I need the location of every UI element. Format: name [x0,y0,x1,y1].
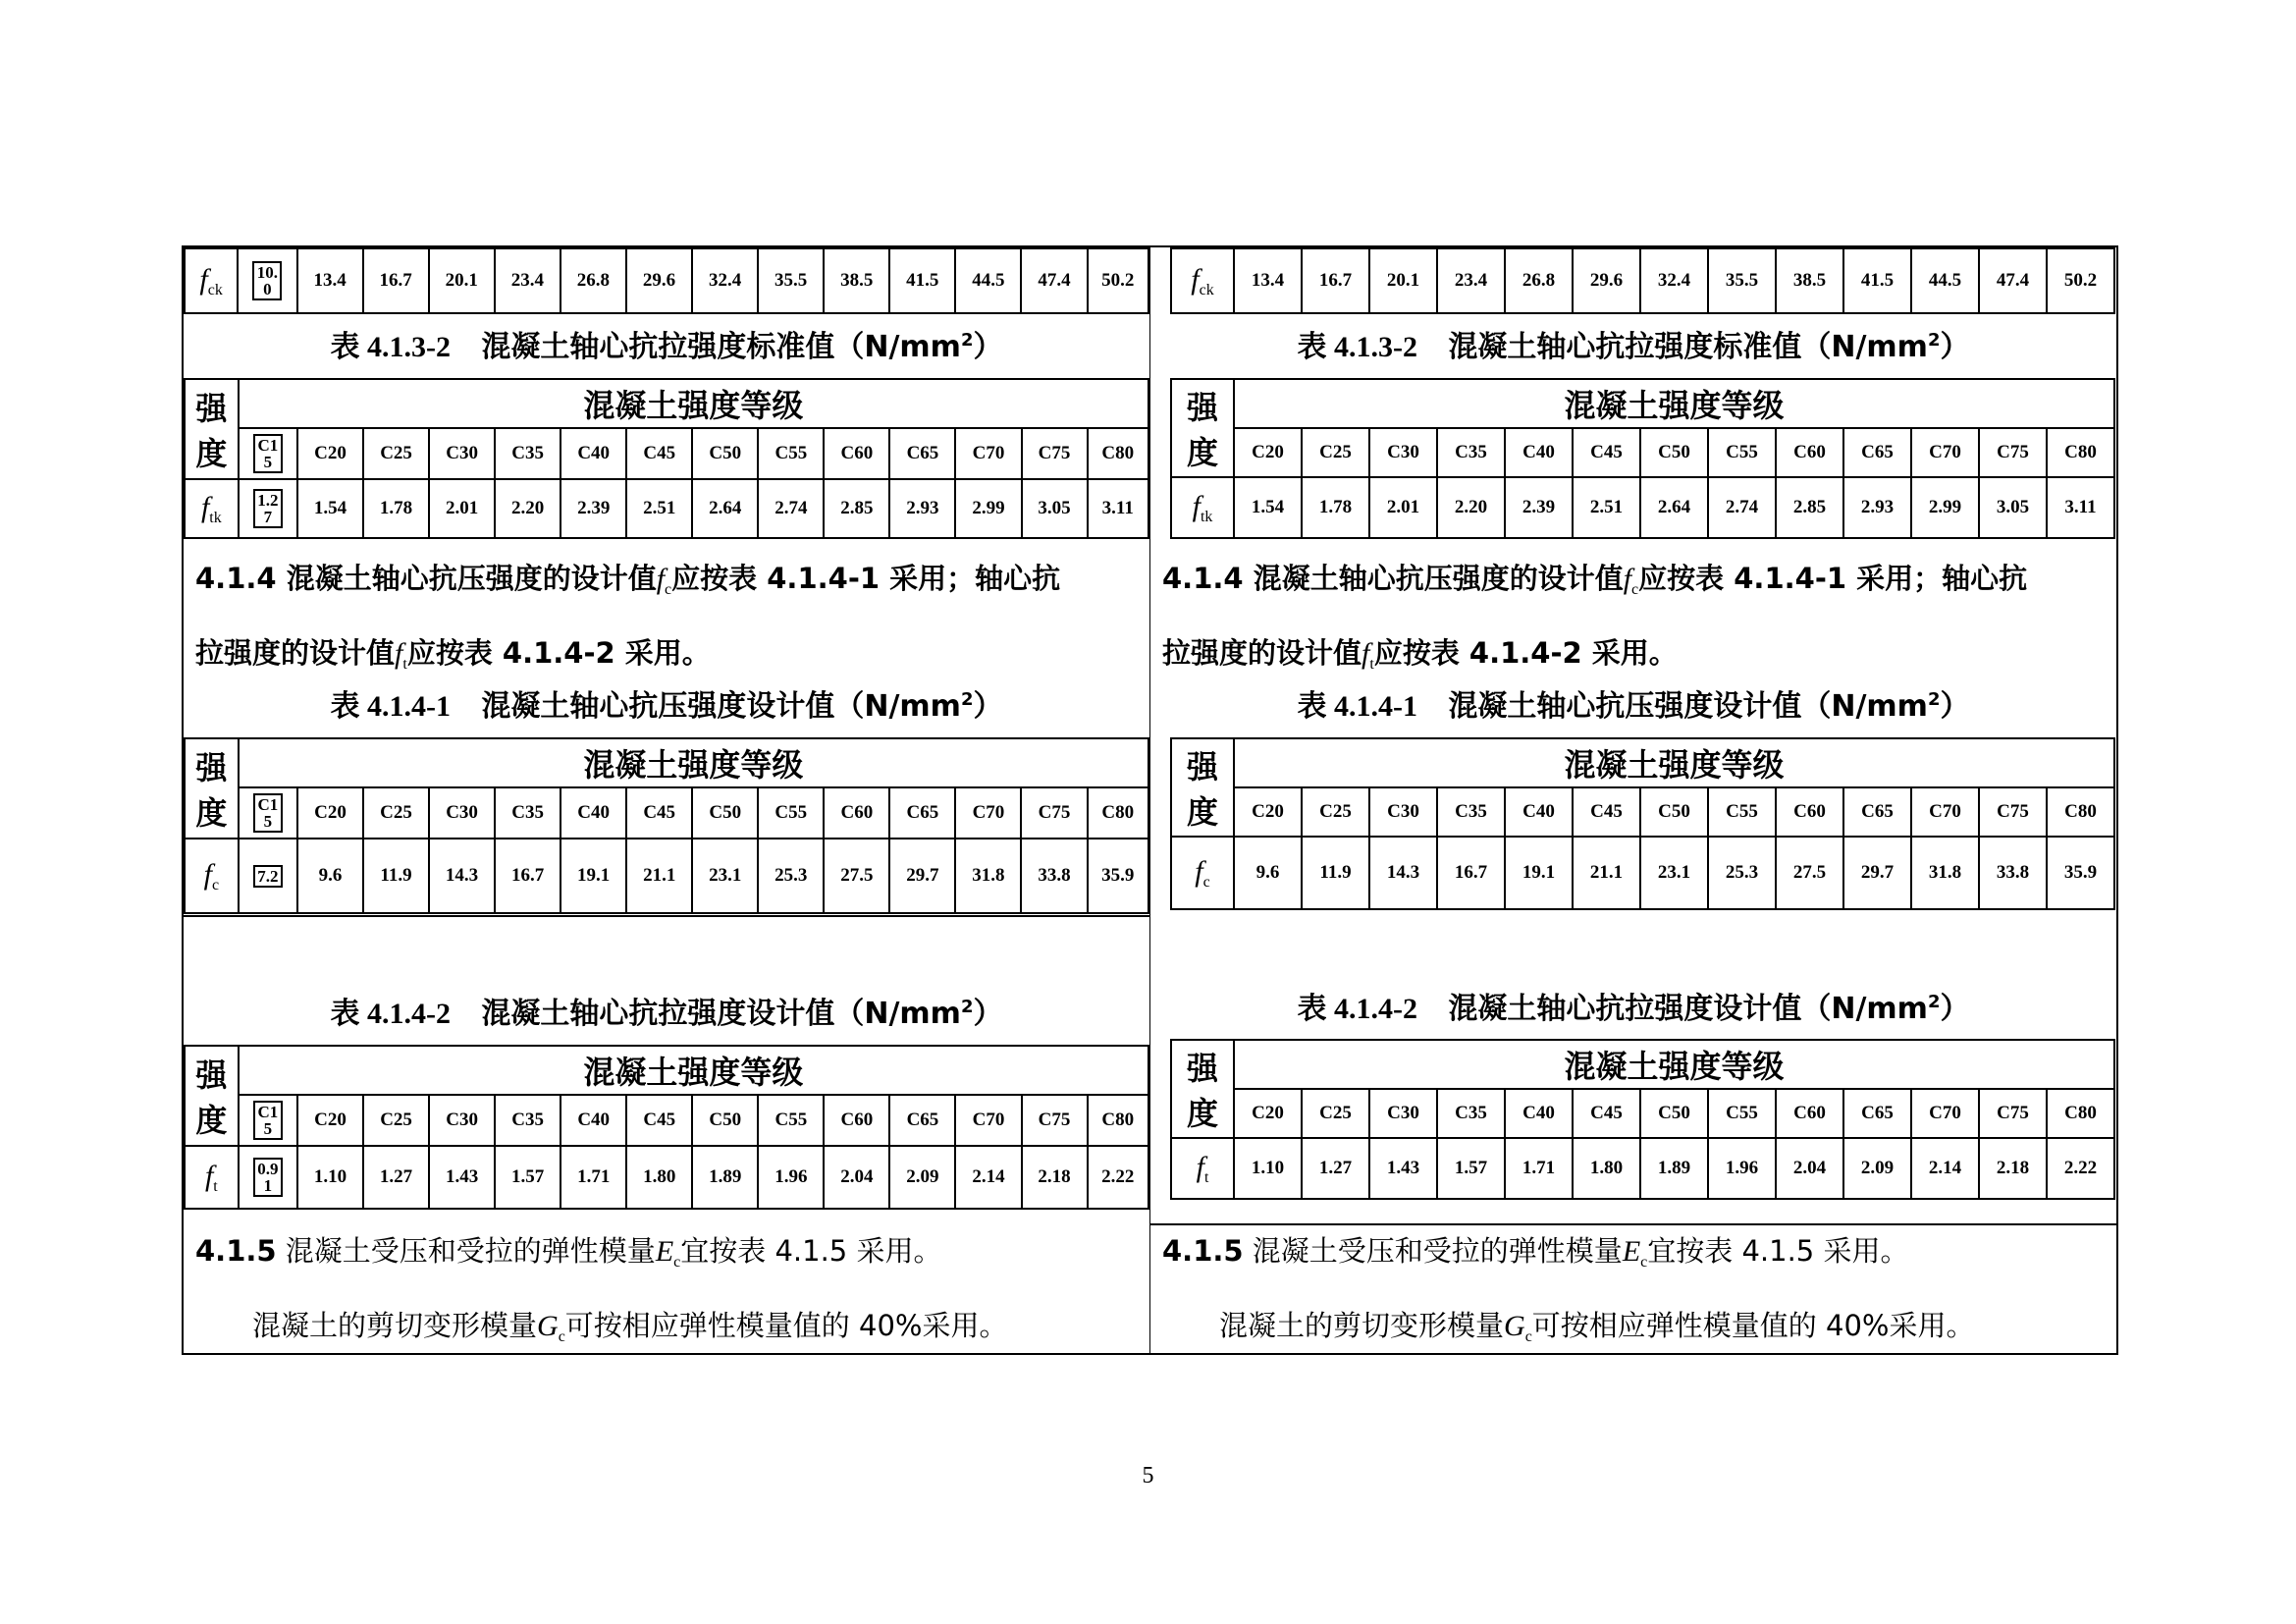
grade-header: C35 [1437,428,1505,477]
ft-value: 1.96 [1708,1138,1776,1199]
table-4-1-4-1-left [184,737,1149,914]
ft-value: 1.71 [561,1146,626,1209]
grade-header: C30 [1369,1089,1437,1138]
grade-header: C30 [429,1095,495,1146]
group-header: 混凝土强度等级 [1234,738,2114,787]
fc-symbol: $f_c$ [185,839,239,913]
ft-value: 2.22 [2047,1138,2114,1199]
grade-header: C45 [1573,787,1640,837]
ftk-value: 2.64 [1640,477,1708,538]
fck-value: 13.4 [1234,248,1302,313]
table-title-4-1-3-2: 表 4.1.3-2 混凝土轴心抗拉强度标准值$(N/mm^2)$ [330,330,1003,364]
fc-value: 19.1 [1505,837,1573,909]
grade-header: C80 [1088,428,1148,479]
grade-header: C50 [1640,1089,1708,1138]
ftk-symbol: $f_{tk}$ [1171,477,1234,538]
grade-header: C40 [561,428,626,479]
left-column [182,245,1150,1355]
para-4-1-4: 4.1.4 混凝土轴心抗压强度的设计值$f_c$应按表 4.1.4-1 采用；轴心抗 拉强度的设计值$f_t$应按表 4.1.4-2 采用。 [1162,562,2028,673]
fc-value: 23.1 [692,839,758,913]
grade-header: C30 [429,428,495,479]
table-title-4-1-4-1: 表 4.1.4-1 混凝土轴心抗压强度设计值$(N/mm^2)$ [1297,689,1970,724]
fck-value: 20.1 [429,248,495,313]
table-4-1-3-2-right [1170,378,2115,539]
ft-value: 2.22 [1088,1146,1148,1209]
ftk-value: 3.05 [1979,477,2047,538]
ft-value: 1.27 [363,1146,429,1209]
ft-value: 1.43 [429,1146,495,1209]
page-number: 5 [1142,1463,1154,1489]
ftk-value: 1.54 [297,479,363,538]
ftk-value: 2.39 [561,479,626,538]
grade-header: C45 [626,787,692,839]
grade-header: C35 [1437,1089,1505,1138]
grade-header: C45 [1573,1089,1640,1138]
fc-value: 29.7 [889,839,955,913]
grade-header: C35 [1437,787,1505,837]
fc-value: 27.5 [824,839,889,913]
fc-value: 33.8 [1021,839,1087,913]
grade-header: C75 [1979,428,2047,477]
grade-header: C80 [2047,787,2114,837]
grade-header: C60 [1776,787,1843,837]
ft-value: 2.14 [955,1146,1021,1209]
fck-value: 38.5 [824,248,889,313]
ft-value: 1.89 [692,1146,758,1209]
ftk-value: 2.64 [692,479,758,538]
fc-value: 16.7 [1437,837,1505,909]
table-4-1-4-2-right [1170,1039,2115,1200]
grade-header: C35 [495,428,561,479]
grade-header: C60 [824,1095,889,1146]
ft-symbol: $f_t$ [1171,1138,1234,1199]
ftk-value: 2.39 [1505,477,1573,538]
table-4-1-4-1-right [1170,737,2115,910]
fck-value: 23.4 [1437,248,1505,313]
fck-value: 50.2 [1088,248,1149,313]
ft-value: 1.57 [1437,1138,1505,1199]
fc-value: 31.8 [955,839,1021,913]
ftk-value: 2.85 [824,479,889,538]
grade-header: C35 [495,787,561,839]
fc-value: 9.6 [297,839,363,913]
ft-value: 1.27 [1302,1138,1369,1199]
ftk-value: 2.20 [1437,477,1505,538]
fck-c15-value: 10.0 [238,248,296,313]
ftk-value: 2.99 [955,479,1021,538]
ft-value: 2.04 [1776,1138,1843,1199]
ft-symbol: $f_t$ [185,1146,239,1209]
ft-value: 1.89 [1640,1138,1708,1199]
fck-value: 35.5 [1708,248,1776,313]
grade-header: C50 [1640,787,1708,837]
grade-header: C55 [1708,428,1776,477]
group-header: 混凝土强度等级 [1234,1040,2114,1089]
fck-value: 35.5 [758,248,824,313]
grade-header: C80 [1088,1095,1148,1146]
fck-value: 50.2 [2047,248,2114,313]
grade-header: C70 [955,428,1021,479]
grade-header: C65 [1843,787,1911,837]
grade-header: C15 [239,787,297,839]
grade-header: C40 [561,1095,626,1146]
fc-value: 35.9 [1088,839,1149,913]
divider [184,915,1149,917]
fck-row-table-left [184,247,1149,314]
ftk-value: 2.85 [1776,477,1843,538]
grade-header: C30 [1369,428,1437,477]
ftk-value: 2.74 [758,479,824,538]
grade-header: C40 [1505,1089,1573,1138]
grade-header: C40 [561,787,626,839]
para-4-1-5: 4.1.5 混凝土受压和受拉的弹性模量$E_c$宜按表 4.1.5 采用。 混凝土的剪切变形模量$G_c$可按相应弹性模量值的 40%采用。 [195,1234,1008,1345]
grade-header: C50 [1640,428,1708,477]
fck-value: 44.5 [1911,248,1979,313]
ft-value: 1.80 [626,1146,692,1209]
fck-value: 13.4 [297,248,363,313]
grade-header: C55 [1708,1089,1776,1138]
fc-symbol: $f_c$ [1171,837,1234,909]
ft-value: 2.18 [1022,1146,1088,1209]
grade-header: C60 [1776,1089,1843,1138]
table-4-1-3-2-left [184,378,1149,539]
fc-value: 16.7 [495,839,561,913]
fc-value: 29.7 [1843,837,1911,909]
ftk-value: 2.01 [429,479,495,538]
grade-header: C55 [758,787,824,839]
fck-value: 26.8 [561,248,626,313]
fc-value: 35.9 [2047,837,2114,909]
para-4-1-5: 4.1.5 混凝土受压和受拉的弹性模量$E_c$宜按表 4.1.5 采用。 混凝土的剪切变形模量$G_c$可按相应弹性模量值的 40%采用。 [1162,1234,1975,1345]
grade-header: C25 [1302,428,1369,477]
fc-value: 23.1 [1640,837,1708,909]
fck-row-table-right [1170,247,2115,314]
grade-header: C25 [1302,1089,1369,1138]
group-header: 混凝土强度等级 [1234,379,2114,428]
grade-header: C25 [1302,787,1369,837]
grade-header: C15 [239,428,297,479]
table-title-4-1-4-1: 表 4.1.4-1 混凝土轴心抗压强度设计值$(N/mm^2)$ [330,689,1003,724]
grade-header: C75 [1979,787,2047,837]
fc-value: 9.6 [1234,837,1302,909]
grade-header: C70 [955,787,1021,839]
ftk-value: 3.11 [2047,477,2114,538]
grade-header: C65 [889,1095,955,1146]
grade-header: C65 [889,428,955,479]
grade-header: C45 [1573,428,1640,477]
table-title-4-1-4-2: 表 4.1.4-2 混凝土轴心抗拉强度设计值$(N/mm^2)$ [330,997,1003,1031]
ftk-value: 1.78 [1302,477,1369,538]
row-header: 强度 [1171,738,1234,837]
grade-header: C25 [363,428,429,479]
grade-header: C60 [1776,428,1843,477]
fck-value: 16.7 [1302,248,1369,313]
grade-header: C25 [363,787,429,839]
fc-value: 25.3 [1708,837,1776,909]
grade-header: C50 [692,787,758,839]
ftk-value: 3.05 [1022,479,1088,538]
ft-value: 1.57 [495,1146,561,1209]
grade-header: C45 [626,1095,692,1146]
grade-header: C75 [1021,787,1087,839]
grade-header: C80 [2047,428,2114,477]
grade-header: C65 [1843,1089,1911,1138]
fck-value: 44.5 [955,248,1021,313]
grade-header: C30 [1369,787,1437,837]
ft-c15-value: 0.91 [239,1146,297,1209]
ft-value: 1.80 [1573,1138,1640,1199]
grade-header: C50 [692,1095,758,1146]
ftk-value: 2.99 [1911,477,1979,538]
grade-header: C35 [495,1095,561,1146]
row-header: 强度 [1171,1040,1234,1138]
grade-header: C45 [626,428,692,479]
ft-value: 2.14 [1911,1138,1979,1199]
ft-value: 1.43 [1369,1138,1437,1199]
fc-value: 14.3 [429,839,495,913]
grade-header: C65 [1843,428,1911,477]
ftk-value: 2.01 [1369,477,1437,538]
ft-value: 1.96 [758,1146,824,1209]
grade-header: C20 [1234,428,1302,477]
grade-header: C70 [1911,787,1979,837]
grade-header: C55 [1708,787,1776,837]
ftk-value: 2.74 [1708,477,1776,538]
fck-value: 23.4 [495,248,561,313]
grade-header: C55 [758,1095,824,1146]
para-4-1-4: 4.1.4 混凝土轴心抗压强度的设计值$f_c$应按表 4.1.4-1 采用；轴心抗 拉强度的设计值$f_t$应按表 4.1.4-2 采用。 [195,562,1061,673]
fc-c15-value: 7.2 [239,839,297,913]
fc-value: 11.9 [1302,837,1369,909]
ftk-c15-value: 1.27 [239,479,297,538]
fck-value: 41.5 [889,248,955,313]
table-title-4-1-4-2: 表 4.1.4-2 混凝土轴心抗拉强度设计值$(N/mm^2)$ [1297,992,1970,1026]
ft-value: 1.10 [1234,1138,1302,1199]
fck-value: 29.6 [626,248,692,313]
ft-value: 2.04 [824,1146,889,1209]
group-header: 混凝土强度等级 [239,1046,1148,1095]
grade-header: C70 [955,1095,1021,1146]
ftk-value: 2.20 [495,479,561,538]
fc-value: 11.9 [363,839,429,913]
group-header: 混凝土强度等级 [239,379,1148,428]
fck-value: 47.4 [1021,248,1087,313]
grade-header: C60 [824,787,889,839]
fc-value: 33.8 [1979,837,2047,909]
fck-value: 29.6 [1573,248,1640,313]
ftk-value: 2.93 [1843,477,1911,538]
right-column [1149,245,2118,1355]
grade-header: C80 [2047,1089,2114,1138]
fck-value: 47.4 [1979,248,2047,313]
fc-value: 19.1 [561,839,626,913]
grade-header: C70 [1911,1089,1979,1138]
fck-value: 38.5 [1776,248,1843,313]
fc-value: 31.8 [1911,837,1979,909]
row-header: 强度 [185,1046,239,1146]
ftk-value: 1.54 [1234,477,1302,538]
fc-value: 21.1 [1573,837,1640,909]
ftk-symbol: $f_{tk}$ [185,479,239,538]
ftk-value: 1.78 [363,479,429,538]
ft-value: 1.10 [297,1146,363,1209]
grade-header: C50 [692,428,758,479]
fck-value: 20.1 [1369,248,1437,313]
row-header: 强度 [185,379,239,479]
fck-symbol: $f_{ck}$ [1171,248,1234,313]
fck-value: 26.8 [1505,248,1573,313]
grade-header: C55 [758,428,824,479]
fck-symbol: $f_{ck}$ [185,248,238,313]
fck-value: 32.4 [692,248,758,313]
ft-value: 1.71 [1505,1138,1573,1199]
grade-header: C20 [297,787,363,839]
grade-header: C20 [1234,787,1302,837]
grade-header: C80 [1088,787,1149,839]
fc-value: 21.1 [626,839,692,913]
grade-header: C40 [1505,428,1573,477]
grade-header: C25 [363,1095,429,1146]
grade-header: C15 [239,1095,297,1146]
ft-value: 2.18 [1979,1138,2047,1199]
grade-header: C70 [1911,428,1979,477]
grade-header: C30 [429,787,495,839]
grade-header: C20 [297,1095,363,1146]
grade-header: C65 [889,787,955,839]
ftk-value: 2.93 [889,479,955,538]
table-4-1-4-2-left [184,1045,1149,1210]
fc-value: 25.3 [758,839,824,913]
row-header: 强度 [185,738,239,839]
row-header: 强度 [1171,379,1234,477]
grade-header: C20 [1234,1089,1302,1138]
fck-value: 41.5 [1843,248,1911,313]
grade-header: C40 [1505,787,1573,837]
grade-header: C60 [824,428,889,479]
fck-value: 32.4 [1640,248,1708,313]
ft-value: 2.09 [1843,1138,1911,1199]
ft-value: 2.09 [889,1146,955,1209]
grade-header: C75 [1022,1095,1088,1146]
table-title-4-1-3-2: 表 4.1.3-2 混凝土轴心抗拉强度标准值$(N/mm^2)$ [1297,330,1970,364]
fck-value: 16.7 [363,248,429,313]
grade-header: C75 [1022,428,1088,479]
fc-value: 14.3 [1369,837,1437,909]
grade-header: C75 [1979,1089,2047,1138]
ftk-value: 3.11 [1088,479,1148,538]
fc-value: 27.5 [1776,837,1843,909]
grade-header: C20 [297,428,363,479]
ftk-value: 2.51 [626,479,692,538]
group-header: 混凝土强度等级 [239,738,1148,787]
ftk-value: 2.51 [1573,477,1640,538]
